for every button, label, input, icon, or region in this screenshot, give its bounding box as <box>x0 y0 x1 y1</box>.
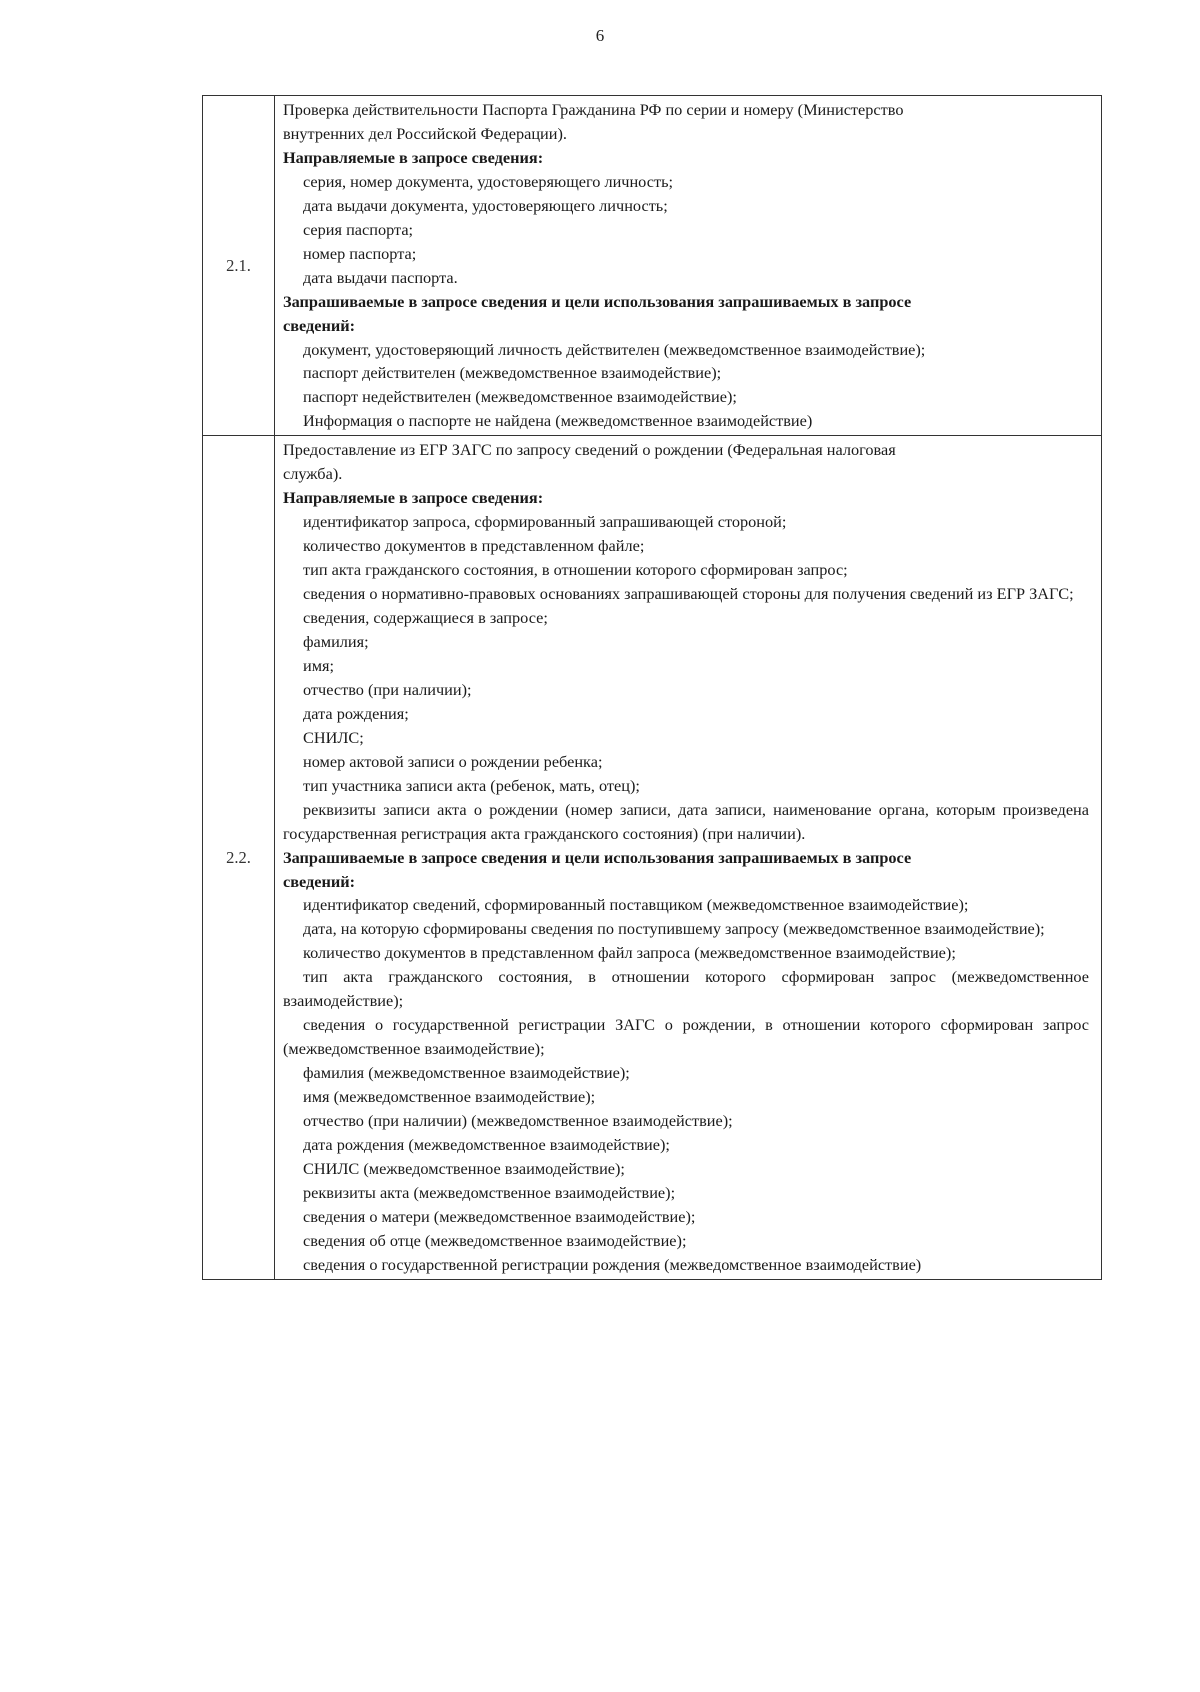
list-item: серия паспорта; <box>303 219 414 239</box>
row-content <box>275 96 1102 436</box>
requests-table <box>202 95 1102 1280</box>
list-item: реквизиты акта (межведомственное взаимодействие); <box>303 1182 676 1202</box>
page-number: 6 <box>595 26 605 45</box>
list-item: тип акта гражданского состояния, в отношении которого сформирован запрос (межведомственное взаимодействие); <box>283 967 1089 1011</box>
list-item: серия, номер документа, удостоверяющего личность; <box>303 171 674 191</box>
list-item: дата выдачи документа, удостоверяющего личность; <box>303 195 668 215</box>
row-title-line: служба). <box>283 464 343 484</box>
table-row <box>203 96 1102 436</box>
list-item: дата выдачи паспорта. <box>303 267 458 287</box>
list-item: сведения о матери (межведомственное взаимодействие); <box>303 1206 696 1226</box>
requested-data-header: сведений: <box>283 871 356 891</box>
list-item: дата рождения; <box>303 703 409 723</box>
row-number: 2.2. <box>203 436 275 1279</box>
requested-data-header: Запрашиваемые в запросе сведения и цели использования запрашиваемых в запросе <box>283 291 912 311</box>
list-item: номер актовой записи о рождении ребенка; <box>303 751 603 771</box>
list-item: имя; <box>303 655 335 675</box>
list-item: СНИЛС; <box>303 727 364 747</box>
list-item: дата, на которую сформированы сведения по поступившему запросу (межведомственное взаимодействие); <box>303 919 1045 939</box>
list-item: реквизиты записи акта о рождении (номер записи, дата записи, наименование органа, которым произведена государственная регистрация акта гражданского состояния) (при наличии). <box>283 799 1089 843</box>
requested-data-header: сведений: <box>283 315 356 335</box>
list-item: паспорт действителен (межведомственное взаимодействие); <box>303 363 722 383</box>
list-item: номер паспорта; <box>303 243 417 263</box>
list-item: сведения, содержащиеся в запросе; <box>303 608 548 628</box>
sent-data-header: Направляемые в запросе сведения: <box>283 147 544 167</box>
list-item: идентификатор сведений, сформированный поставщиком (межведомственное взаимодействие); <box>303 895 969 915</box>
list-item: фамилия (межведомственное взаимодействие); <box>303 1063 630 1083</box>
row-title-line: Предоставление из ЕГР ЗАГС по запросу сведений о рождении (Федеральная налоговая <box>283 440 896 460</box>
list-item: дата рождения (межведомственное взаимодействие); <box>303 1134 670 1154</box>
list-item: отчество (при наличии); <box>303 679 472 699</box>
list-item: фамилия; <box>303 631 369 651</box>
sent-data-header: Направляемые в запросе сведения: <box>283 488 544 508</box>
table-row <box>203 436 1102 1279</box>
list-item: идентификатор запроса, сформированный запрашивающей стороной; <box>303 512 787 532</box>
row-number: 2.1. <box>203 96 275 436</box>
list-item: сведения о государственной регистрации рождения (межведомственное взаимодействие) <box>303 1254 922 1274</box>
row-title-line: Проверка действительности Паспорта Гражданина РФ по серии и номеру (Министерство <box>283 100 904 119</box>
list-item: паспорт недействителен (межведомственное взаимодействие); <box>303 387 737 407</box>
list-item: количество документов в представленном файл запроса (межведомственное взаимодействие); <box>303 943 956 963</box>
list-item: тип участника записи акта (ребенок, мать, отец); <box>303 775 640 795</box>
row-title-line: внутренних дел Российской Федерации). <box>283 123 567 143</box>
list-item: сведения о нормативно-правовых основаниях запрашивающей стороны для получения сведений из ЕГР ЗАГС; <box>303 584 1074 604</box>
list-item: Информация о паспорте не найдена (межведомственное взаимодействие) <box>303 411 813 431</box>
row-content <box>275 436 1102 1279</box>
list-item: тип акта гражданского состояния, в отношении которого сформирован запрос; <box>303 560 848 580</box>
list-item: сведения о государственной регистрации ЗАГС о рождении, в отношении которого сформирован запрос (межведомственное взаимодействие); <box>283 1015 1089 1059</box>
list-item: сведения об отце (межведомственное взаимодействие); <box>303 1230 687 1250</box>
list-item: отчество (при наличии) (межведомственное взаимодействие); <box>303 1111 733 1131</box>
list-item: СНИЛС (межведомственное взаимодействие); <box>303 1158 625 1178</box>
list-item: имя (межведомственное взаимодействие); <box>303 1087 596 1107</box>
list-item: количество документов в представленном файле; <box>303 536 645 556</box>
list-item: документ, удостоверяющий личность действителен (межведомственное взаимодействие); <box>303 339 926 359</box>
requested-data-header: Запрашиваемые в запросе сведения и цели использования запрашиваемых в запросе <box>283 847 912 867</box>
